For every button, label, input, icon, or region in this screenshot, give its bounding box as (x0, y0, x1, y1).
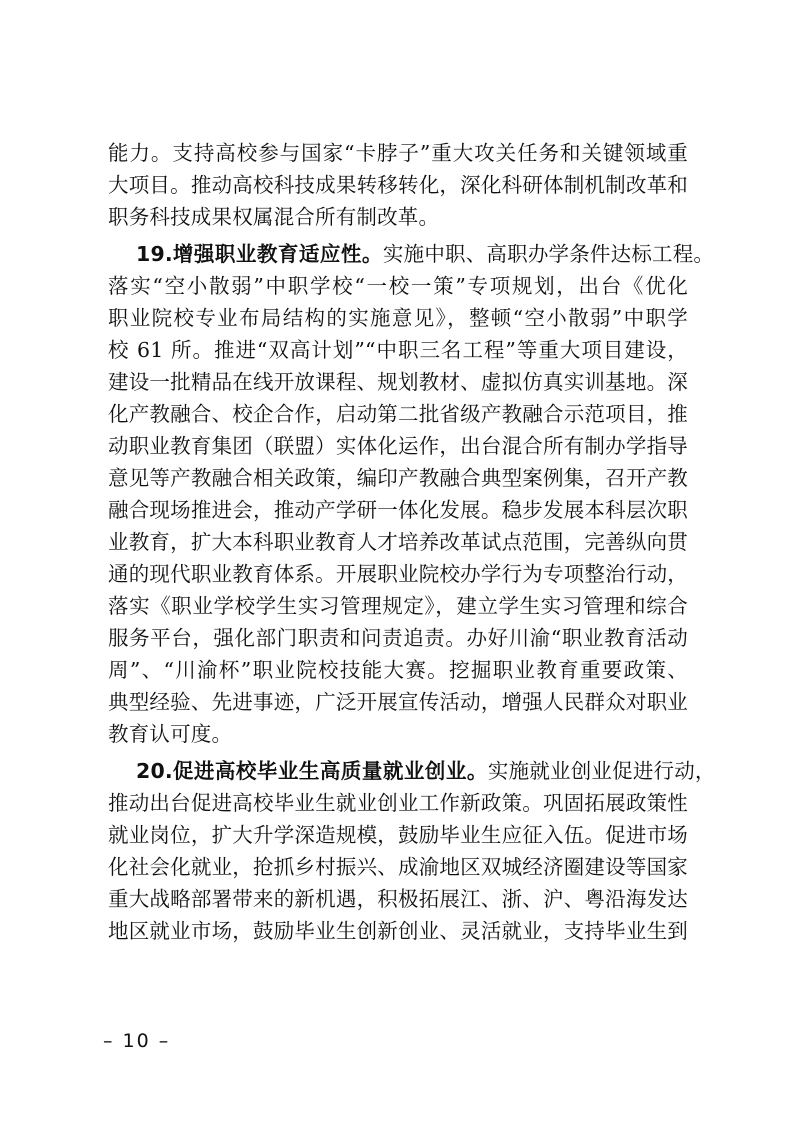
text-line: 动职业教育集团（联盟）实体化运作，出台混合所有制办学指导 (108, 434, 688, 458)
text-line: 化产教融合、校企合作，启动第二批省级产教融合示范项目，推 (108, 402, 688, 426)
text-line: 能力。支持高校参与国家“卡脖子”重大攻关任务和关键领域重 (108, 141, 688, 165)
page-number: – 10 – (103, 1030, 171, 1052)
text-line: 实施中职、高职办学条件达标工程。 (382, 242, 715, 266)
section-19-heading: 增强职业教育适应性。 (172, 242, 383, 266)
text-line: 意见等产教融合相关政策，编印产教融合典型案例集，召开产教 (108, 466, 688, 490)
text-line: 服务平台，强化部门职责和问责追责。办好川渝“职业教育活动 (108, 626, 688, 650)
text-line: 就业岗位，扩大升学深造规模，鼓励毕业生应征入伍。促进市场 (108, 823, 688, 847)
text-line: 融合现场推进会，推动产学研一体化发展。稳步发展本科层次职 (108, 498, 688, 522)
text-line: 校 61 所。推进“双高计划”“中职三名工程”等重大项目建设， (108, 338, 688, 362)
text-line: 通的现代职业教育体系。开展职业院校办学行为专项整治行动， (108, 562, 688, 586)
section-19 (108, 238, 715, 750)
text-line: 职业院校专业布局结构的实施意见》，整顿“空小散弱”中职学 (108, 306, 688, 330)
section-20-number: 20. (136, 759, 173, 783)
text-line: 典型经验、先进事迹，广泛开展宣传活动，增强人民群众对职业 (108, 690, 688, 714)
text-line: 大项目。推动高校科技成果转移转化，深化科研体制机制改革和 (108, 173, 688, 197)
text-line: 落实“空小散弱”中职学校“一校一策”专项规划，出台《优化 (108, 274, 688, 298)
section-20 (108, 755, 716, 947)
text-line: 推动出台促进高校毕业生就业创业工作新政策。巩固拓展政策性 (108, 791, 688, 815)
section-20-first-line (108, 755, 716, 787)
text-line: 落实《职业学校学生实习管理规定》，建立学生实习管理和综合 (108, 594, 688, 618)
text-line: 周”、“川渝杯”职业院校技能大赛。挖掘职业教育重要政策、 (108, 658, 688, 682)
text-line: 重大战略部署带来的新机遇，积极拓展江、浙、沪、粤沿海发达 (108, 887, 688, 911)
text-line: 建设一批精品在线开放课程、规划教材、虚拟仿真实训基地。深 (108, 370, 688, 394)
text-line: 教育认可度。 (108, 722, 233, 746)
text-line: 地区就业市场，鼓励毕业生创新创业、灵活就业，支持毕业生到 (108, 919, 688, 943)
paragraph-intro (108, 137, 688, 233)
text-line: 职务科技成果权属混合所有制改革。 (108, 205, 440, 229)
section-19-number: 19. (136, 242, 173, 266)
section-19-first-line (108, 238, 715, 270)
text-line: 业教育，扩大本科职业教育人才培养改革试点范围，完善纵向贯 (108, 530, 688, 554)
text-line: 化社会化就业，抢抓乡村振兴、成渝地区双城经济圈建设等国家 (108, 855, 688, 879)
document-body (108, 137, 716, 947)
text-line: 实施就业创业促进行动， (487, 759, 716, 783)
section-20-heading: 促进高校毕业生高质量就业创业。 (172, 759, 488, 783)
